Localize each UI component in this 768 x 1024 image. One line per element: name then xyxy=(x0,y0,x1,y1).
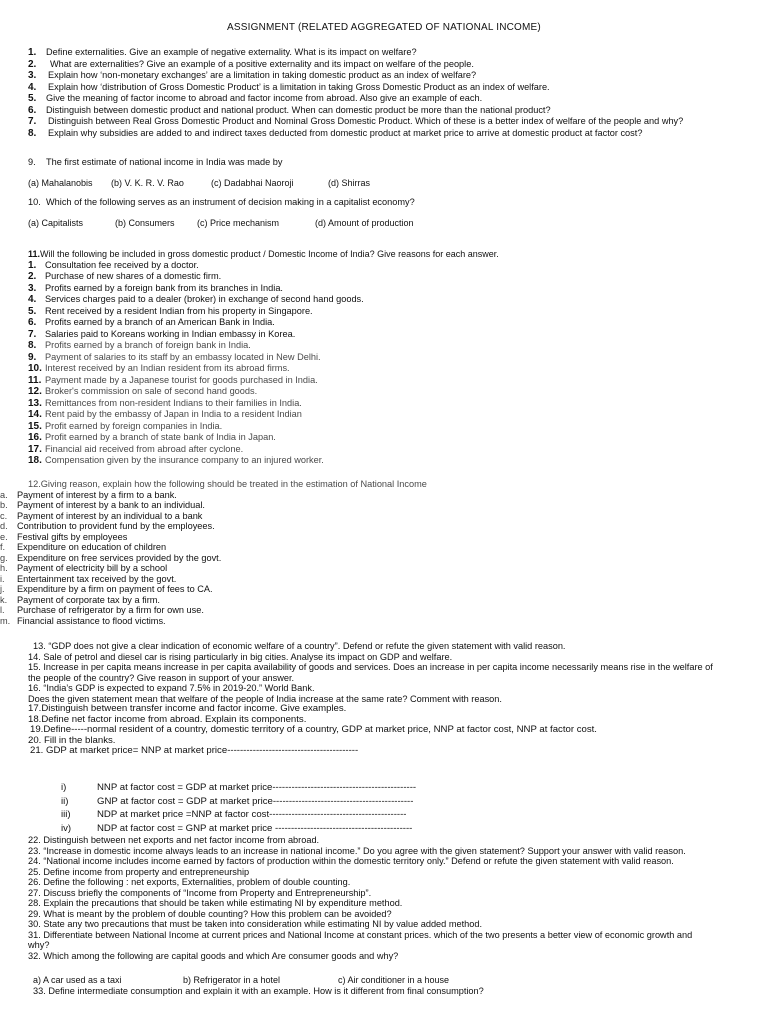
list-item xyxy=(0,542,768,553)
item-number: 8. xyxy=(28,340,37,351)
item-letter: g. xyxy=(0,552,8,563)
item-text: Payment of interest by a bank to an individual. xyxy=(17,500,205,510)
question-line: 18.Define net factor income from abroad. Explain its components. xyxy=(28,714,307,725)
option-a: (a) Capitalists xyxy=(28,217,84,228)
item-text: Profits earned by a foreign bank from its branches in India. xyxy=(45,282,283,293)
question-line: the people of the country? Give reason in support of your answer. xyxy=(28,672,295,683)
list-item xyxy=(0,386,768,398)
question-10-options xyxy=(0,218,768,228)
list-item xyxy=(0,511,768,522)
question-line: 32. Which among the following are capital goods and which Are consumer goods and why? xyxy=(28,950,399,961)
option-c: c) Air conditioner in a house xyxy=(338,975,450,985)
questions-22-to-32 xyxy=(0,835,768,961)
option-a: (a) Mahalanobis xyxy=(28,177,93,188)
list-item xyxy=(0,398,768,410)
question-line: why? xyxy=(28,940,50,950)
item-text: Festival gifts by employees xyxy=(17,531,128,542)
blank-text: NNP at factor cost = GDP at market price--------------------------------------------- xyxy=(97,782,417,793)
item-text: Expenditure by a firm on payment of fees to CA. xyxy=(17,584,213,594)
question-line: 17.Distinguish between transfer income and factor income. Give examples. xyxy=(28,704,347,714)
question-12: 12.Giving reason, explain how the following should be treated in the estimation of National Income a. Payment of interest by a firm to a bank. b. Payment of interest by a bank to an individual. c. Payment of interest by an individual to a bank d. Contribution to provident fund by the employees. e. Festival gifts by employees f. Expenditure on education of children g. Expenditure on free services provided by the govt. h. Payment of electricity bill by a school i. Entertainment tax received by the govt. j. Expenditure by a firm on payment of fees to CA. k. Payment of corporate tax by a firm. l. Purchase of refrigerator by a firm for own use. m. Financial assistance to flood victims. xyxy=(0,479,768,626)
item-text: Profit earned by foreign companies in India. xyxy=(45,420,223,431)
questions-13-to-21 xyxy=(0,641,768,757)
item-number: 6. xyxy=(28,317,37,328)
item-text: Rent received by a resident Indian from his property in Singapore. xyxy=(45,305,313,316)
item-text: Purchase of refrigerator by a firm for own use. xyxy=(17,605,204,615)
option-d: (d) Amount of production xyxy=(315,217,414,228)
blank-text: NDP at factor cost = GNP at market price ------------------------------------------- xyxy=(97,822,413,834)
list-item xyxy=(0,271,768,283)
item-text: Financial assistance to flood victims. xyxy=(17,615,166,626)
item-text: Services charges paid to a dealer (broker) in exchange of second hand goods. xyxy=(45,294,364,304)
assignment-title: ASSIGNMENT (RELATED AGGREGATED OF NATIONAL INCOME) xyxy=(227,22,541,33)
list-item xyxy=(0,409,768,421)
question-9-options xyxy=(0,178,768,188)
item-text: Salaries paid to Koreans working in Indian embassy in Korea. xyxy=(45,328,296,339)
option-a: a) A car used as a taxi xyxy=(33,975,122,985)
question-line: 22. Distinguish between net exports and net factor income from abroad. xyxy=(28,835,320,845)
question-3: 3. Explain how ‘non-monetary exchanges’ are a limitation in taking domestic product as an index of welfare? xyxy=(28,70,477,81)
question-line: 19.Define-----normal resident of a country, domestic territory of a country, GDP at market price, NNP at factor cost, NNP at factor cost. xyxy=(30,725,597,735)
question-line: 25. Define income from property and entrepreneurship xyxy=(28,866,250,877)
item-number: 11. xyxy=(28,374,42,386)
item-letter: c. xyxy=(0,510,8,521)
question-line: 26. Define the following : net exports, Externalities, problem of double counting. xyxy=(28,877,351,887)
option-b: (b) Consumers xyxy=(115,217,175,228)
list-item xyxy=(0,294,768,306)
blank-row xyxy=(0,795,768,809)
item-letter: f. xyxy=(0,542,6,552)
item-number: 14. xyxy=(28,409,42,420)
item-number: 1. xyxy=(28,259,37,271)
blank-number: i) xyxy=(61,782,67,793)
question-line: 31. Differentiate between National Income at current prices and National Income at constant prices. which of the two presents a better view of economic growth and xyxy=(28,929,693,940)
question-8: 8. Explain why subsidies are added to and indirect taxes deducted from domestic product at market price to arrive at domestic product at factor cost? xyxy=(28,127,643,139)
list-item xyxy=(0,616,768,627)
question-12-items xyxy=(0,490,768,627)
blank-number: ii) xyxy=(61,795,69,807)
item-number: 16. xyxy=(28,432,42,443)
list-item xyxy=(0,283,768,295)
item-letter: i. xyxy=(0,573,5,584)
list-item xyxy=(0,432,768,444)
list-item xyxy=(0,605,768,616)
list-item xyxy=(0,444,768,456)
item-number: 7. xyxy=(28,328,37,340)
item-text: Payment made by a Japanese tourist for goods purchased in India. xyxy=(45,374,318,385)
question-line: 23. “Increase in domestic income always leads to an increase in national income.” Do you agree with the given statement? Support your answer with valid reason. xyxy=(28,845,686,856)
list-item xyxy=(0,553,768,564)
option-b: b) Refrigerator in a hotel xyxy=(183,975,281,985)
question-33: 33. Define intermediate consumption and explain it with an example. How is it different from final consumption? xyxy=(33,986,484,996)
item-letter: m. xyxy=(0,615,11,626)
blank-row xyxy=(0,822,768,836)
item-number: 18. xyxy=(28,455,42,466)
item-text: Contribution to provident fund by the employees. xyxy=(17,521,215,531)
question-line: 29. What is meant by the problem of double counting? How this problem can be avoided? xyxy=(28,908,392,919)
question-line: 30. State any two precautions that must be taken into consideration while estimating NI by value added method. xyxy=(28,919,483,929)
item-text: Profit earned by a branch of state bank of India in Japan. xyxy=(45,432,276,442)
item-text: Payment of corporate tax by a firm. xyxy=(17,594,160,605)
blank-number: iv) xyxy=(61,822,72,834)
item-number: 13. xyxy=(28,397,42,409)
blank-row xyxy=(0,781,768,795)
question-line: Does the given statement mean that welfare of the people of India increase at the same rate? Comment with reason. xyxy=(28,693,502,704)
list-item xyxy=(0,306,768,318)
list-item xyxy=(0,455,768,467)
blank-row xyxy=(0,808,768,822)
item-number: 4. xyxy=(28,294,37,305)
question-10: 10. Which of the following serves as an instrument of decision making in a capitalist economy? (a) Capitalists (b) Consumers (c) Price mechanism (d) Amount of production xyxy=(0,197,768,228)
item-letter: j. xyxy=(0,584,5,594)
question-9: 9. The first estimate of national income in India was made by (a) Mahalanobis (b) V. K. R. V. Rao (c) Dadabhai Naoroji (d) Shirras xyxy=(0,157,768,188)
question-line: 27. Discuss briefly the components of “Income from Property and Entrepreneurship”. xyxy=(28,887,372,898)
question-line: 21. GDP at market price= NNP at market price----------------------------------------- xyxy=(30,746,359,756)
question-11: 11.Will the following be included in gross domestic product / Domestic Income of India? Give reasons for each answer. 1. Consultation fee received by a doctor. 2. Purchase of new shares of a domestic firm. 3. Profits earned by a foreign bank from its branches in India. 4. Services charges paid to a dealer (broker) in exchange of second hand goods. 5. Rent received by a resident Indian from his property in Singapore. 6. Profits earned by a branch of an American Bank in India. 7. Salaries paid to Koreans working in Indian embassy in Korea. 8. Profits earned by a branch of foreign bank in India. 9. Payment of salaries to its staff by an embassy located in New Delhi. 10. Interest received by an Indian resident from its abroad firms. 11. Payment made by a Japanese tourist for goods purchased in India. 12. Broker's commission on sale of second hand goods. 13. Remittances from non-resident Indians to their families in India. 14. Rent paid by the embassy of Japan in India to a resident Indian 15. Profit earned by foreign companies in India. 16. Profit earned by a branch of state bank of India in Japan. 17. Financial aid received from abroad after cyclone. 18. Compensation given by the insurance company to an injured worker. xyxy=(0,249,768,467)
item-letter: b. xyxy=(0,500,8,510)
item-text: Compensation given by the insurance company to an injured worker. xyxy=(45,455,324,465)
question-line: 15. Increase in per capita means increase in per capita availability of goods and services. Does an increase in per capita income necessarily means rise in the welfare of xyxy=(28,662,713,672)
item-text: Profits earned by a branch of an American Bank in India. xyxy=(45,317,275,327)
question-7: 7. Distinguish between Real Gross Domestic Product and Nominal Gross Domestic Product. Which of these is a better index of welfare of the people and why? xyxy=(28,116,684,127)
question-4: 4. Explain how ‘distribution of Gross Domestic Product’ is a limitation in taking Gross Domestic Product as an index of welfare. xyxy=(28,81,550,93)
list-item xyxy=(0,574,768,585)
question-11-items xyxy=(0,260,768,467)
list-item xyxy=(0,340,768,352)
item-text: Broker's commission on sale of second hand goods. xyxy=(45,386,258,396)
list-item xyxy=(0,363,768,375)
item-letter: d. xyxy=(0,521,8,531)
item-text: Entertainment tax received by the govt. xyxy=(17,573,177,584)
item-text: Expenditure on free services provided by the govt. xyxy=(17,552,222,563)
item-number: 17. xyxy=(28,443,42,455)
item-text: Payment of interest by an individual to a bank xyxy=(17,510,203,521)
list-item xyxy=(0,352,768,364)
item-text: Interest received by an Indian resident from its abroad firms. xyxy=(45,363,290,373)
question-1: 1. Define externalities. Give an example of negative externality. What is its impact on welfare? xyxy=(28,47,417,58)
option-b: (b) V. K. R. V. Rao xyxy=(111,177,184,188)
question-line: 20. Fill in the blanks. xyxy=(28,735,116,746)
item-letter: e. xyxy=(0,531,8,542)
item-letter: a. xyxy=(0,489,8,500)
list-item xyxy=(0,563,768,574)
item-number: 2. xyxy=(28,271,37,282)
question-line: 14. Sale of petrol and diesel car is rising particularly in big cities. Analyse its impact on GDP and welfare. xyxy=(28,651,453,662)
list-item xyxy=(0,521,768,532)
item-text: Payment of electricity bill by a school xyxy=(17,563,168,573)
item-text: Remittances from non-resident Indians to their families in India. xyxy=(45,397,302,408)
question-line: 24. “National income includes income earned by factors of production within the domestic territory only.” Defend or refute the given statement with valid reason. xyxy=(28,856,674,866)
item-number: 9. xyxy=(28,351,37,363)
item-number: 12. xyxy=(28,386,42,397)
blank-number: iii) xyxy=(61,809,71,820)
item-number: 5. xyxy=(28,305,37,317)
question-6: 6. Distinguish between domestic product and national product. When can domestic product be more than the national product? xyxy=(28,104,551,116)
item-number: 15. xyxy=(28,420,42,432)
item-letter: k. xyxy=(0,594,8,605)
option-c: (c) Dadabhai Naoroji xyxy=(211,177,294,188)
item-letter: l. xyxy=(0,605,5,615)
list-item xyxy=(0,421,768,433)
item-text: Financial aid received from abroad after cyclone. xyxy=(45,443,244,454)
list-item xyxy=(0,317,768,329)
item-text: Purchase of new shares of a domestic firm. xyxy=(45,271,222,281)
item-text: Consultation fee received by a doctor. xyxy=(45,259,199,270)
item-text: Profits earned by a branch of foreign bank in India. xyxy=(45,340,251,350)
blank-text: GNP at factor cost = GDP at market price-------------------------------------------- xyxy=(97,795,414,807)
item-text: Payment of interest by a firm to a bank. xyxy=(17,489,177,500)
question-line: 16. “India’s GDP is expected to expand 7.5% in 2019-20.” World Bank. xyxy=(28,683,315,693)
item-text: Rent paid by the embassy of Japan in India to a resident Indian xyxy=(45,409,302,419)
option-d: (d) Shirras xyxy=(328,177,371,188)
questions-1-to-8 xyxy=(0,47,768,139)
list-item xyxy=(0,584,768,595)
item-number: 10. xyxy=(28,363,42,374)
question-line: 13. “GDP does not give a clear indication of economic welfare of a country”. Defend or refute the given statement with valid reason. xyxy=(33,641,566,651)
list-item xyxy=(0,595,768,606)
list-item xyxy=(0,532,768,543)
question-5: 5. Give the meaning of factor income to abroad and factor income from abroad. Also give an example of each. xyxy=(28,93,483,104)
list-item xyxy=(0,375,768,387)
blank-text: NDP at market price =NNP at factor cost------------------------------------------- xyxy=(97,809,407,820)
list-item xyxy=(0,490,768,501)
fill-in-the-blanks xyxy=(0,781,768,835)
list-item xyxy=(0,260,768,272)
question-line: 28. Explain the precautions that should be taken while estimating NI by expenditure method. xyxy=(28,898,403,908)
option-c: (c) Price mechanism xyxy=(197,217,280,228)
item-text: Payment of salaries to its staff by an embassy located in New Delhi. xyxy=(45,351,321,362)
list-item xyxy=(0,500,768,511)
list-item xyxy=(0,329,768,341)
question-2: 2. What are externalities? Give an example of a positive externality and its impact on welfare of the people. xyxy=(28,58,474,70)
item-text: Expenditure on education of children xyxy=(17,542,167,552)
item-letter: h. xyxy=(0,563,8,573)
question-32-options xyxy=(0,975,768,985)
item-number: 3. xyxy=(28,282,37,294)
